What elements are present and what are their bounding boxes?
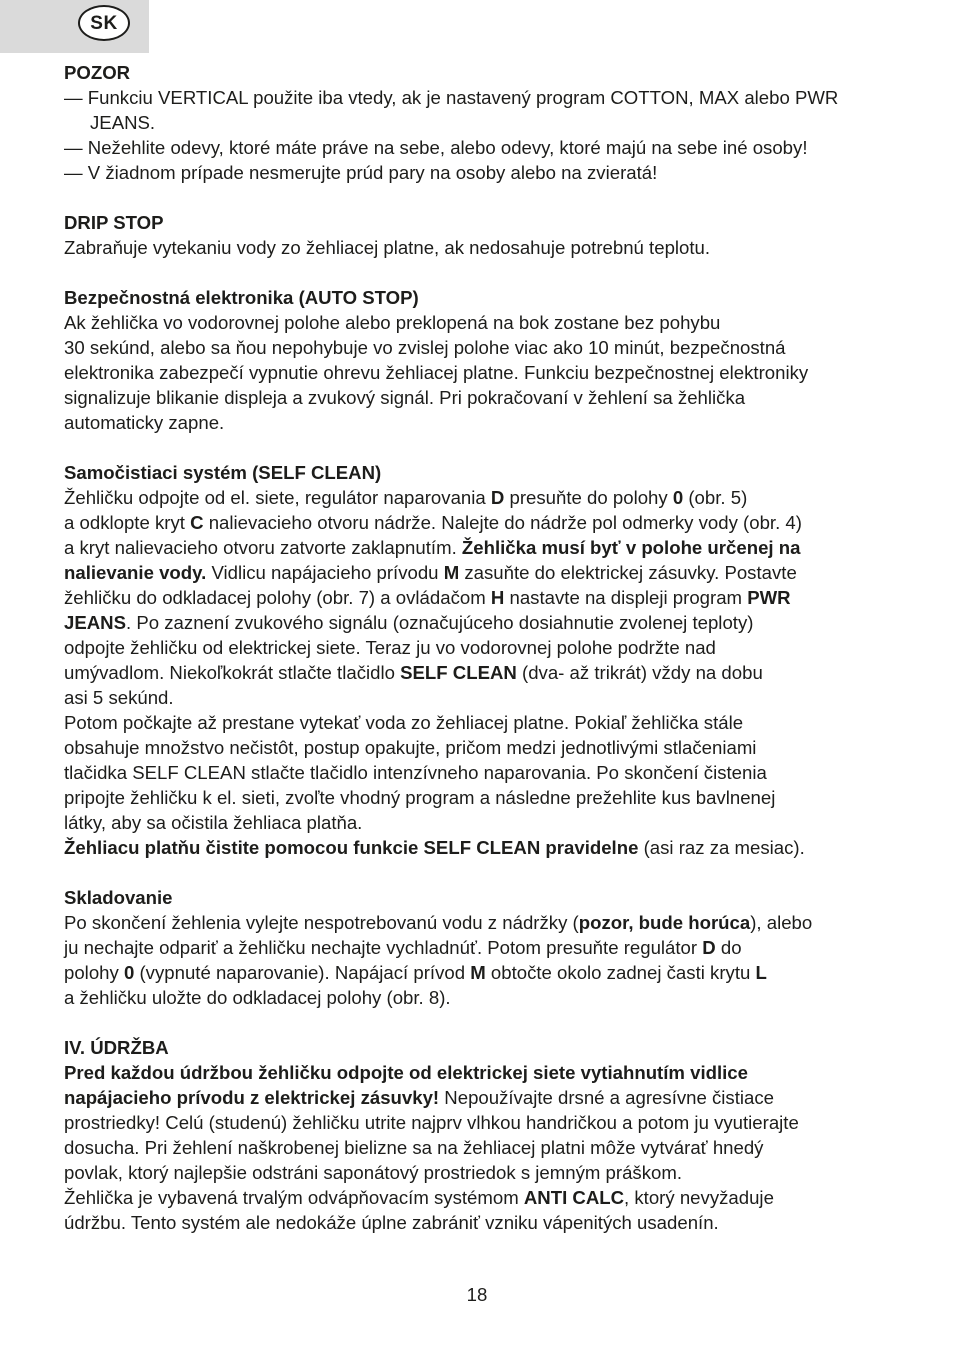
section-heading: POZOR <box>64 62 131 83</box>
language-tab <box>0 0 149 53</box>
bold-text: 0 <box>672 487 684 508</box>
text-run: obtočte okolo zadnej časti krytu <box>485 962 756 983</box>
text-line <box>64 360 904 385</box>
text-run: (asi raz za mesiac). <box>638 837 805 858</box>
text-run: a odklopte kryt <box>64 512 191 533</box>
text-run: polohy <box>64 962 124 983</box>
text-line <box>64 485 904 510</box>
text-line <box>64 1160 904 1185</box>
section-heading: DRIP STOP <box>64 212 164 233</box>
bold-text: H <box>490 587 505 608</box>
text-line <box>64 635 904 660</box>
text-run: 30 sekúnd, alebo sa ňou nepohybuje vo zvislej polohe viac ako 10 minút, bezpečnostná <box>64 337 786 358</box>
bold-text: SELF CLEAN <box>400 662 517 683</box>
bold-text: C <box>190 512 204 533</box>
text-run: tlačidka SELF CLEAN stlačte tlačidlo intenzívneho naparovania. Po skončení čistenia <box>64 762 767 783</box>
text-run: nastavte na displeji program <box>504 587 748 608</box>
text-run: a kryt nalievacieho otvoru zatvorte zaklapnutím. <box>64 537 462 558</box>
page-number: 18 <box>466 1284 488 1305</box>
text-line <box>64 760 904 785</box>
text-run: do <box>715 937 742 958</box>
text-run: (obr. 5) <box>683 487 748 508</box>
text-line <box>64 685 904 710</box>
section-heading: IV. ÚDRŽBA <box>64 1037 169 1058</box>
text-run: Zabraňuje vytekaniu vody zo žehliacej platne, ak nedosahuje potrebnú teplotu. <box>64 237 711 258</box>
text-run: ju nechajte odpariť a žehličku nechajte vychladnúť. Potom presuňte regulátor <box>64 937 703 958</box>
section <box>64 1035 904 1235</box>
text-line <box>64 510 904 535</box>
bold-text: M <box>470 962 486 983</box>
text-run: Nepoužívajte drsné a agresívne čistiace <box>439 1087 775 1108</box>
list-item: — V žiadnom prípade nesmerujte prúd pary na osoby alebo na zvieratá! <box>64 162 658 183</box>
text-line <box>64 385 904 410</box>
language-badge: SK <box>78 5 130 41</box>
text-run: zasuňte do elektrickej zásuvky. Postavte <box>459 562 797 583</box>
text-run: údržbu. Tento systém ale nedokáže úplne zabrániť vzniku vápenitých usadenín. <box>64 1212 719 1233</box>
text-line <box>64 1185 904 1210</box>
bold-text: PWR <box>747 587 791 608</box>
text-line <box>64 310 904 335</box>
section-heading: Bezpečnostná elektronika (AUTO STOP) <box>64 287 419 308</box>
bold-text: nalievanie vody. <box>64 562 207 583</box>
list-item: — Funkciu VERTICAL použite iba vtedy, ak je nastavený program COTTON, MAX alebo PWR JEANS. <box>64 87 839 133</box>
text-run: obsahuje množstvo nečistôt, postup opakujte, pričom medzi jednotlivými stlačeniami <box>64 737 757 758</box>
text-run: žehličku do odkladacej polohy (obr. 7) a ovládačom <box>64 587 491 608</box>
text-line <box>64 910 904 935</box>
text-run: umývadlom. Niekoľkokrát stlačte tlačidlo <box>64 662 401 683</box>
section <box>64 285 904 435</box>
text-run: a žehličku uložte do odkladacej polohy (obr. 8). <box>64 987 451 1008</box>
bold-text: JEANS <box>64 612 127 633</box>
text-line <box>64 660 904 685</box>
list-item: — Nežehlite odevy, ktoré máte práve na sebe, alebo odevy, ktoré majú na sebe iné osoby! <box>64 137 808 158</box>
text-run: Po skončení žehlenia vylejte nespotrebovanú vodu z nádržky ( <box>64 912 579 933</box>
text-run: Vidlicu napájacieho prívodu <box>206 562 444 583</box>
text-run: ), alebo <box>750 912 813 933</box>
text-line <box>64 235 904 260</box>
section <box>64 885 904 1010</box>
text-run: nalievacieho otvoru nádrže. Nalejte do nádrže pol odmerky vody (obr. 4) <box>203 512 802 533</box>
text-run: pripojte žehličku k el. sieti, zvoľte vhodný program a následne prežehlite kus bavlnenej <box>64 787 776 808</box>
bold-text: Žehliacu platňu čistite pomocou funkcie SELF CLEAN pravidelne <box>64 837 639 858</box>
text-line <box>64 710 904 735</box>
text-line <box>64 785 904 810</box>
text-run: prostriedky! Celú (studenú) žehličku utrite najprv vlhkou handričkou a potom ju vyutierajte <box>64 1112 799 1133</box>
text-line <box>64 1210 904 1235</box>
text-run: Potom počkajte až prestane vytekať voda zo žehliacej platne. Pokiaľ žehlička stále <box>64 712 744 733</box>
bold-text: pozor, bude horúca <box>578 912 751 933</box>
text-run: (dva- až trikrát) vždy na dobu <box>516 662 763 683</box>
text-line <box>64 735 904 760</box>
bold-text: Pred každou údržbou žehličku odpojte od elektrickej siete vytiahnutím vidlice <box>64 1062 748 1083</box>
text-line <box>64 560 904 585</box>
text-run: . Po zaznení zvukového signálu (označujúceho dosiahnutie zvolenej teploty) <box>126 612 754 633</box>
section <box>64 210 904 260</box>
text-line <box>64 1085 904 1110</box>
text-run: Žehlička je vybavená trvalým odvápňovacím systémom <box>64 1187 524 1208</box>
text-run: automaticky zapne. <box>64 412 225 433</box>
text-line <box>64 410 904 435</box>
text-line <box>64 960 904 985</box>
bold-text: Žehlička musí byť v polohe určenej na <box>461 537 801 558</box>
text-line <box>64 610 904 635</box>
text-run: Žehličku odpojte od el. siete, regulátor naparovania <box>64 487 491 508</box>
bold-text: L <box>755 962 767 983</box>
text-line <box>64 1135 904 1160</box>
text-run: odpojte žehličku od elektrickej siete. Teraz ju vo vodorovnej polohe podržte nad <box>64 637 716 658</box>
text-run: dosucha. Pri žehlení naškrobenej bielizne sa na žehliacej platni môže vytvárať hnedý <box>64 1137 764 1158</box>
section-heading: Samočistiaci systém (SELF CLEAN) <box>64 462 382 483</box>
text-line <box>64 335 904 360</box>
text-run: presuňte do polohy <box>504 487 673 508</box>
text-line <box>64 985 904 1010</box>
bold-text: D <box>702 937 716 958</box>
bold-text: ANTI CALC <box>523 1187 625 1208</box>
text-line <box>64 585 904 610</box>
text-run: Ak žehlička vo vodorovnej polohe alebo preklopená na bok zostane bez pohybu <box>64 312 721 333</box>
text-run: (vypnuté naparovanie). Napájací prívod <box>134 962 471 983</box>
page-content <box>64 60 904 1260</box>
text-line <box>64 1060 904 1085</box>
bold-text: M <box>443 562 460 583</box>
section <box>64 60 904 185</box>
section-heading: Skladovanie <box>64 887 173 908</box>
text-line <box>64 835 904 860</box>
text-line <box>64 935 904 960</box>
text-run: látky, aby sa očistila žehliaca platňa. <box>64 812 363 833</box>
bold-text: napájacieho prívodu z elektrickej zásuvky! <box>64 1087 440 1108</box>
text-run: elektronika zabezpečí vypnutie ohrevu žehliacej platne. Funkciu bezpečnostnej elektroniky <box>64 362 809 383</box>
text-run: , ktorý nevyžaduje <box>624 1187 774 1208</box>
text-run: signalizuje blikanie displeja a zvukový signál. Pri pokračovaní v žehlení sa žehlička <box>64 387 746 408</box>
bold-text: D <box>490 487 505 508</box>
text-run: povlak, ktorý najlepšie odstráni saponátový prostriedok s jemným práškom. <box>64 1162 683 1183</box>
text-line <box>64 1110 904 1135</box>
text-line <box>64 810 904 835</box>
text-run: asi 5 sekúnd. <box>64 687 174 708</box>
section <box>64 460 904 860</box>
text-line <box>64 535 904 560</box>
bold-text: 0 <box>123 962 135 983</box>
